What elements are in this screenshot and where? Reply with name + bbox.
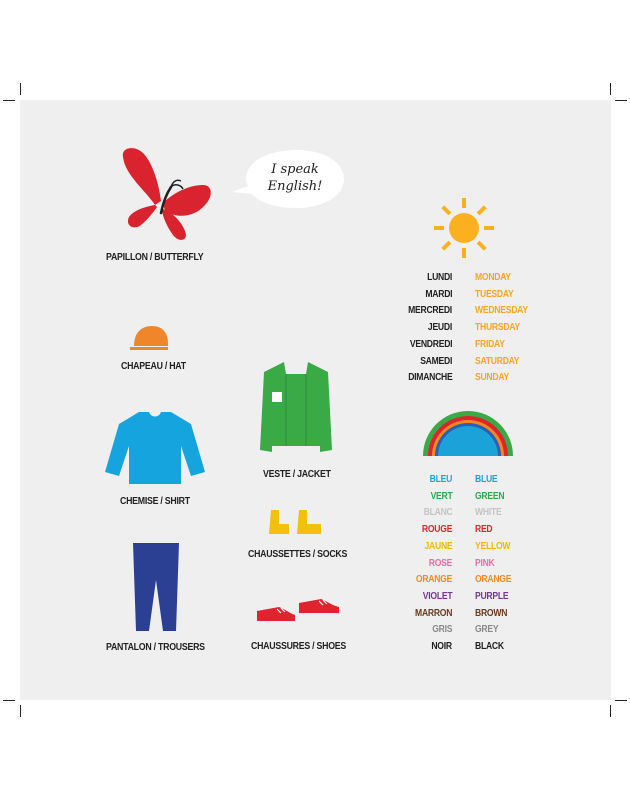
color-fr: GRIS	[432, 624, 452, 635]
shirt-icon	[103, 410, 207, 484]
day-en: SATURDAY	[475, 356, 520, 367]
day-fr: LUNDI	[427, 272, 452, 283]
color-en: GREEN	[475, 491, 505, 502]
rainbow-icon	[421, 410, 515, 458]
color-en: RED	[475, 524, 493, 535]
butterfly-icon	[115, 145, 215, 245]
trousers-label: PANTALON / TROUSERS	[106, 642, 205, 653]
socks-icon	[267, 508, 327, 536]
crop-mark	[20, 705, 21, 717]
crop-mark	[20, 83, 21, 95]
shoes-label: CHAUSSURES / SHOES	[251, 641, 347, 652]
day-fr: JEUDI	[427, 322, 452, 333]
color-en: PURPLE	[475, 591, 509, 602]
color-en: GREY	[475, 624, 499, 635]
crop-mark	[615, 700, 627, 701]
color-fr: BLEU	[429, 474, 452, 485]
color-en: YELLOW	[475, 541, 511, 552]
crop-mark	[3, 100, 15, 101]
day-fr: VENDREDI	[409, 339, 452, 350]
day-en: THURSDAY	[475, 322, 520, 333]
hat-icon	[128, 322, 172, 352]
day-fr: SAMEDI	[420, 356, 452, 367]
day-fr: DIMANCHE	[407, 372, 452, 383]
hat-label: CHAPEAU / HAT	[121, 361, 186, 372]
color-fr: BLANC	[423, 507, 452, 518]
color-en: BLACK	[475, 641, 504, 652]
sun-icon	[432, 196, 496, 260]
color-en: BLUE	[475, 474, 498, 485]
color-fr: JAUNE	[424, 541, 452, 552]
speech-line-1: I speak	[271, 162, 319, 177]
jacket-icon	[258, 360, 334, 456]
butterfly-label: PAPILLON / BUTTERFLY	[106, 252, 204, 263]
color-en: PINK	[475, 558, 495, 569]
color-en: ORANGE	[475, 574, 512, 585]
day-fr: MARDI	[425, 289, 452, 300]
jacket-label: VESTE / JACKET	[263, 469, 331, 480]
crop-mark	[3, 700, 15, 701]
shirt-label: CHEMISE / SHIRT	[120, 496, 190, 507]
crop-mark	[610, 83, 611, 95]
color-en: BROWN	[475, 608, 508, 619]
day-en: SUNDAY	[475, 372, 509, 383]
day-en: MONDAY	[475, 272, 511, 283]
shoes-icon	[255, 597, 345, 627]
day-en: TUESDAY	[475, 289, 514, 300]
color-fr: ROUGE	[421, 524, 452, 535]
color-fr: VERT	[430, 491, 452, 502]
color-en: WHITE	[475, 507, 502, 518]
crop-mark	[610, 705, 611, 717]
crop-mark	[615, 100, 627, 101]
color-fr: ROSE	[428, 558, 452, 569]
trousers-icon	[132, 542, 180, 632]
day-en: FRIDAY	[475, 339, 505, 350]
day-fr: MERCREDI	[408, 305, 452, 316]
day-en: WEDNESDAY	[475, 305, 528, 316]
color-fr: NOIR	[431, 641, 452, 652]
socks-label: CHAUSSETTES / SOCKS	[248, 549, 348, 560]
speech-bubble-text	[250, 161, 340, 195]
color-fr: MARRON	[414, 608, 452, 619]
speech-line-2: English!	[267, 179, 323, 194]
color-fr: ORANGE	[415, 574, 452, 585]
color-fr: VIOLET	[422, 591, 452, 602]
